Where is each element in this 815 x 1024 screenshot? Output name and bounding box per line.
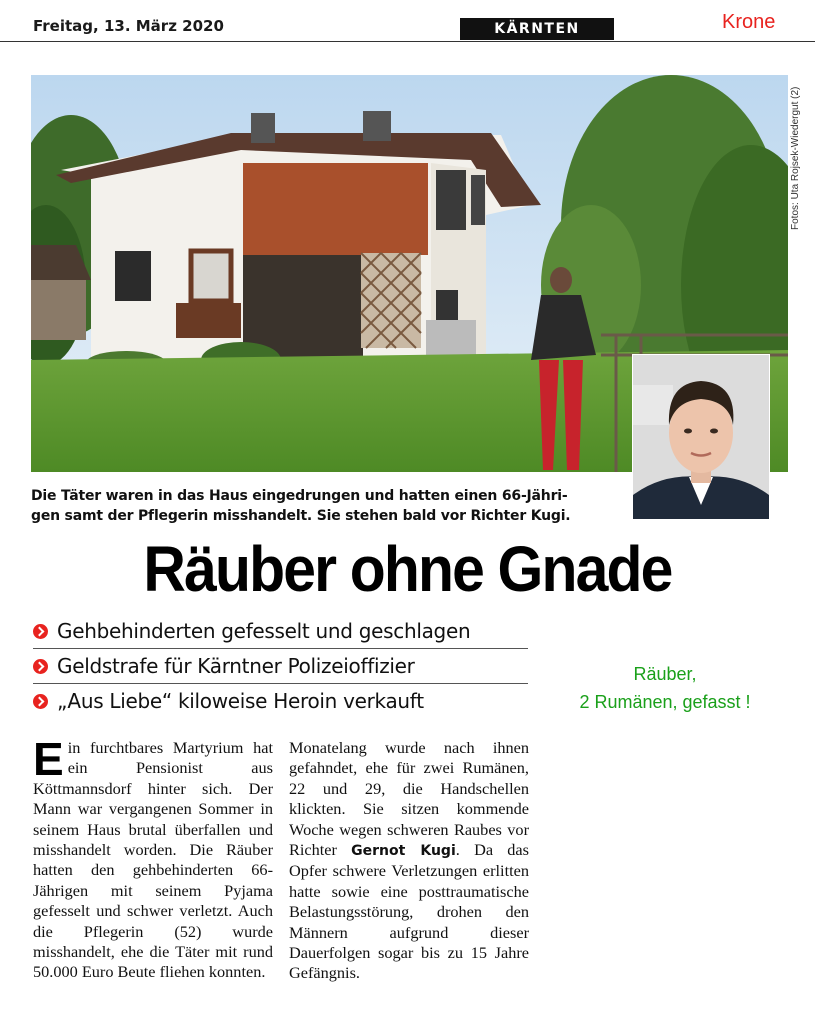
arrow-bullet-icon bbox=[33, 659, 48, 674]
brand-name: Krone bbox=[722, 11, 776, 33]
subheadline-item: Geldstrafe für Kärntner Polizeioffizier bbox=[33, 649, 528, 684]
subheadline-list bbox=[33, 614, 528, 718]
article-column-1: Ein furchtbares Martyrium hat ein Pensionist aus Köttmannsdorf hinter sich. Der Mann war vergangenen Sommer in seinem Haus brutal überfallen und misshandelt worden. Die Räuber hatten den gehbehinderten 66-Jährigen mit seinem Pyjama gefesselt und schwer verletzt. Auch die Pflegerin (52) wurde misshandelt, ehe die Täter mit rund 50.000 Euro Beute fliehen konnten. bbox=[33, 733, 273, 982]
subheadline-item: „Aus Liebe“ kiloweise Heroin verkauft bbox=[33, 684, 528, 718]
photo-credit: Fotos: Uta Rojsek-Wiedergut (2) bbox=[790, 86, 801, 230]
judge-portrait bbox=[632, 354, 770, 520]
drop-cap: E bbox=[33, 733, 64, 785]
portrait-illustration bbox=[633, 355, 769, 519]
judge-name: Gernot Kugi bbox=[351, 843, 456, 860]
photo-caption: Die Täter waren in das Haus eingedrungen und hatten einen 66-Jähri- gen samt der Pflegerin misshandelt. Sie stehen bald vor Richter Kugi. bbox=[31, 488, 571, 524]
arrow-bullet-icon bbox=[33, 624, 48, 639]
arrow-bullet-icon bbox=[33, 694, 48, 709]
subheadline-item: Gehbehinderten gefesselt und geschlagen bbox=[33, 614, 528, 649]
handwritten-note: Räuber, 2 Rumänen, gefasst ! bbox=[579, 664, 751, 712]
headline: Räuber ohne Gnade bbox=[143, 533, 672, 605]
header-rule bbox=[0, 41, 815, 42]
issue-date: Freitag, 13. März 2020 bbox=[33, 17, 224, 35]
article-column-2: Monatelang wurde nach ihnen gefahndet, ehe für zwei Rumänen, 22 und 29, die Handschellen klickten. Sie sitzen kommende Woche wegen schweren Raubes vor Richter Gernot Kugi. Da das Opfer schwere Verletzungen erlitten hatte sowie eine posttraumatische Belastungsstörung, drohen den Männern aufgrund dieser Dauerfolgen sogar bis zu 15 Jahre Gefängnis. bbox=[289, 738, 529, 983]
section-label: KÄRNTEN bbox=[460, 18, 614, 40]
masthead bbox=[0, 0, 815, 42]
